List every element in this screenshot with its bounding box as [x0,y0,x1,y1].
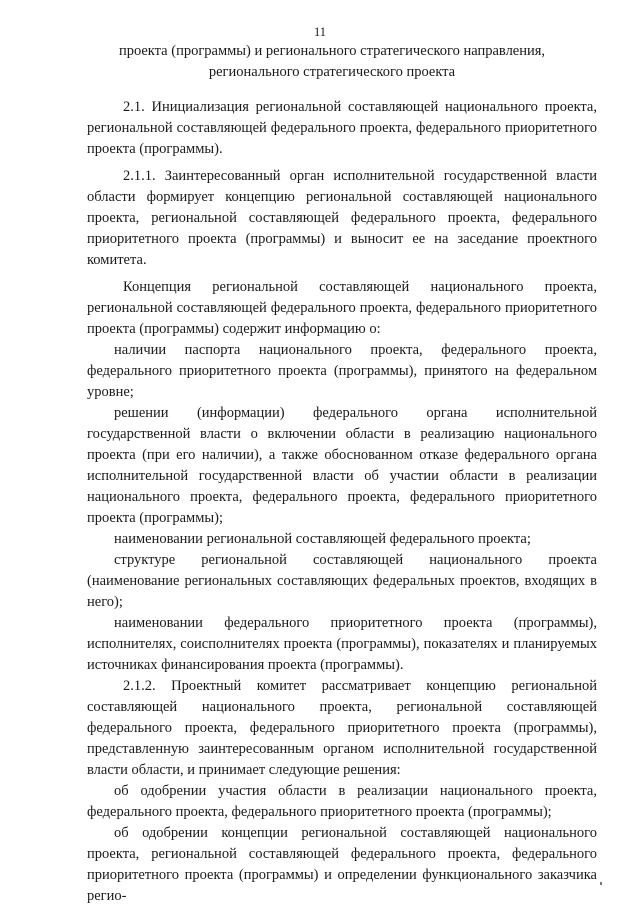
section-heading: проекта (программы) и регионального стратегического направления, регионального стратегического проекта [118,43,546,80]
list-item-priority-project-name: наименовании федерального приоритетного проекта (программы), исполнителях, соисполнителях проекта (программы), показателях и планируемых источниках финансирования проекта (программы). [87,615,597,673]
paragraph-2-1-1: 2.1.1. Заинтересованный орган исполнительной государственной власти области формирует концепцию региональной составляющей национального проекта, региональной составляющей федерального проекта, федерального приоритетного проекта (программы) и выносит ее на заседание проектного комитета. [87,168,597,268]
page-number: 11 [313,25,327,39]
document-body [87,97,597,907]
list-item-approve-participation: об одобрении участия области в реализации национального проекта, федерального проекта, федерального приоритетного проекта (программы); [87,783,597,820]
list-item-federal-decision: решении (информации) федерального органа исполнительной государственной власти о включении области в реализацию национального проекта (при его наличии), а также обоснованном отказе федерального органа исполнительной государственной власти об участии области в реализации национального проекта, федерального проекта, федерального приоритетного проекта (программы); [87,405,597,526]
list-item-approve-concept: об одобрении концепции региональной составляющей национального проекта, региональной составляющей федерального проекта, федерального приоритетного проекта (программы) и определении функционального заказчика регио- [87,825,597,904]
paragraph-2-1: 2.1. Инициализация региональной составляющей национального проекта, региональной составляющей федерального проекта, федерального приоритетного проекта (программы). [87,99,597,157]
list-item-regional-component-name: наименовании региональной составляющей федерального проекта; [114,531,531,547]
paragraph-concept-contents: Концепция региональной составляющей национального проекта, региональной составляющей федерального проекта, федерального приоритетного проекта (программы) содержит информацию о: [87,279,597,337]
paragraph-2-1-2: 2.1.2. Проектный комитет рассматривает концепцию региональной составляющей национального проекта, региональной составляющей федерального проекта, федерального приоритетного проекта (программы), представленную заинтересованным органом исполнительной государственной власти области, и принимает следующие решения: [87,678,597,778]
list-item-passport: наличии паспорта национального проекта, федерального проекта, федерального приоритетного проекта (программы), принятого на федеральном уровне; [87,342,597,400]
scan-mark [600,882,602,885]
list-item-structure: структуре региональной составляющей национального проекта (наименование региональных составляющих федеральных проектов, входящих в него); [87,552,597,610]
